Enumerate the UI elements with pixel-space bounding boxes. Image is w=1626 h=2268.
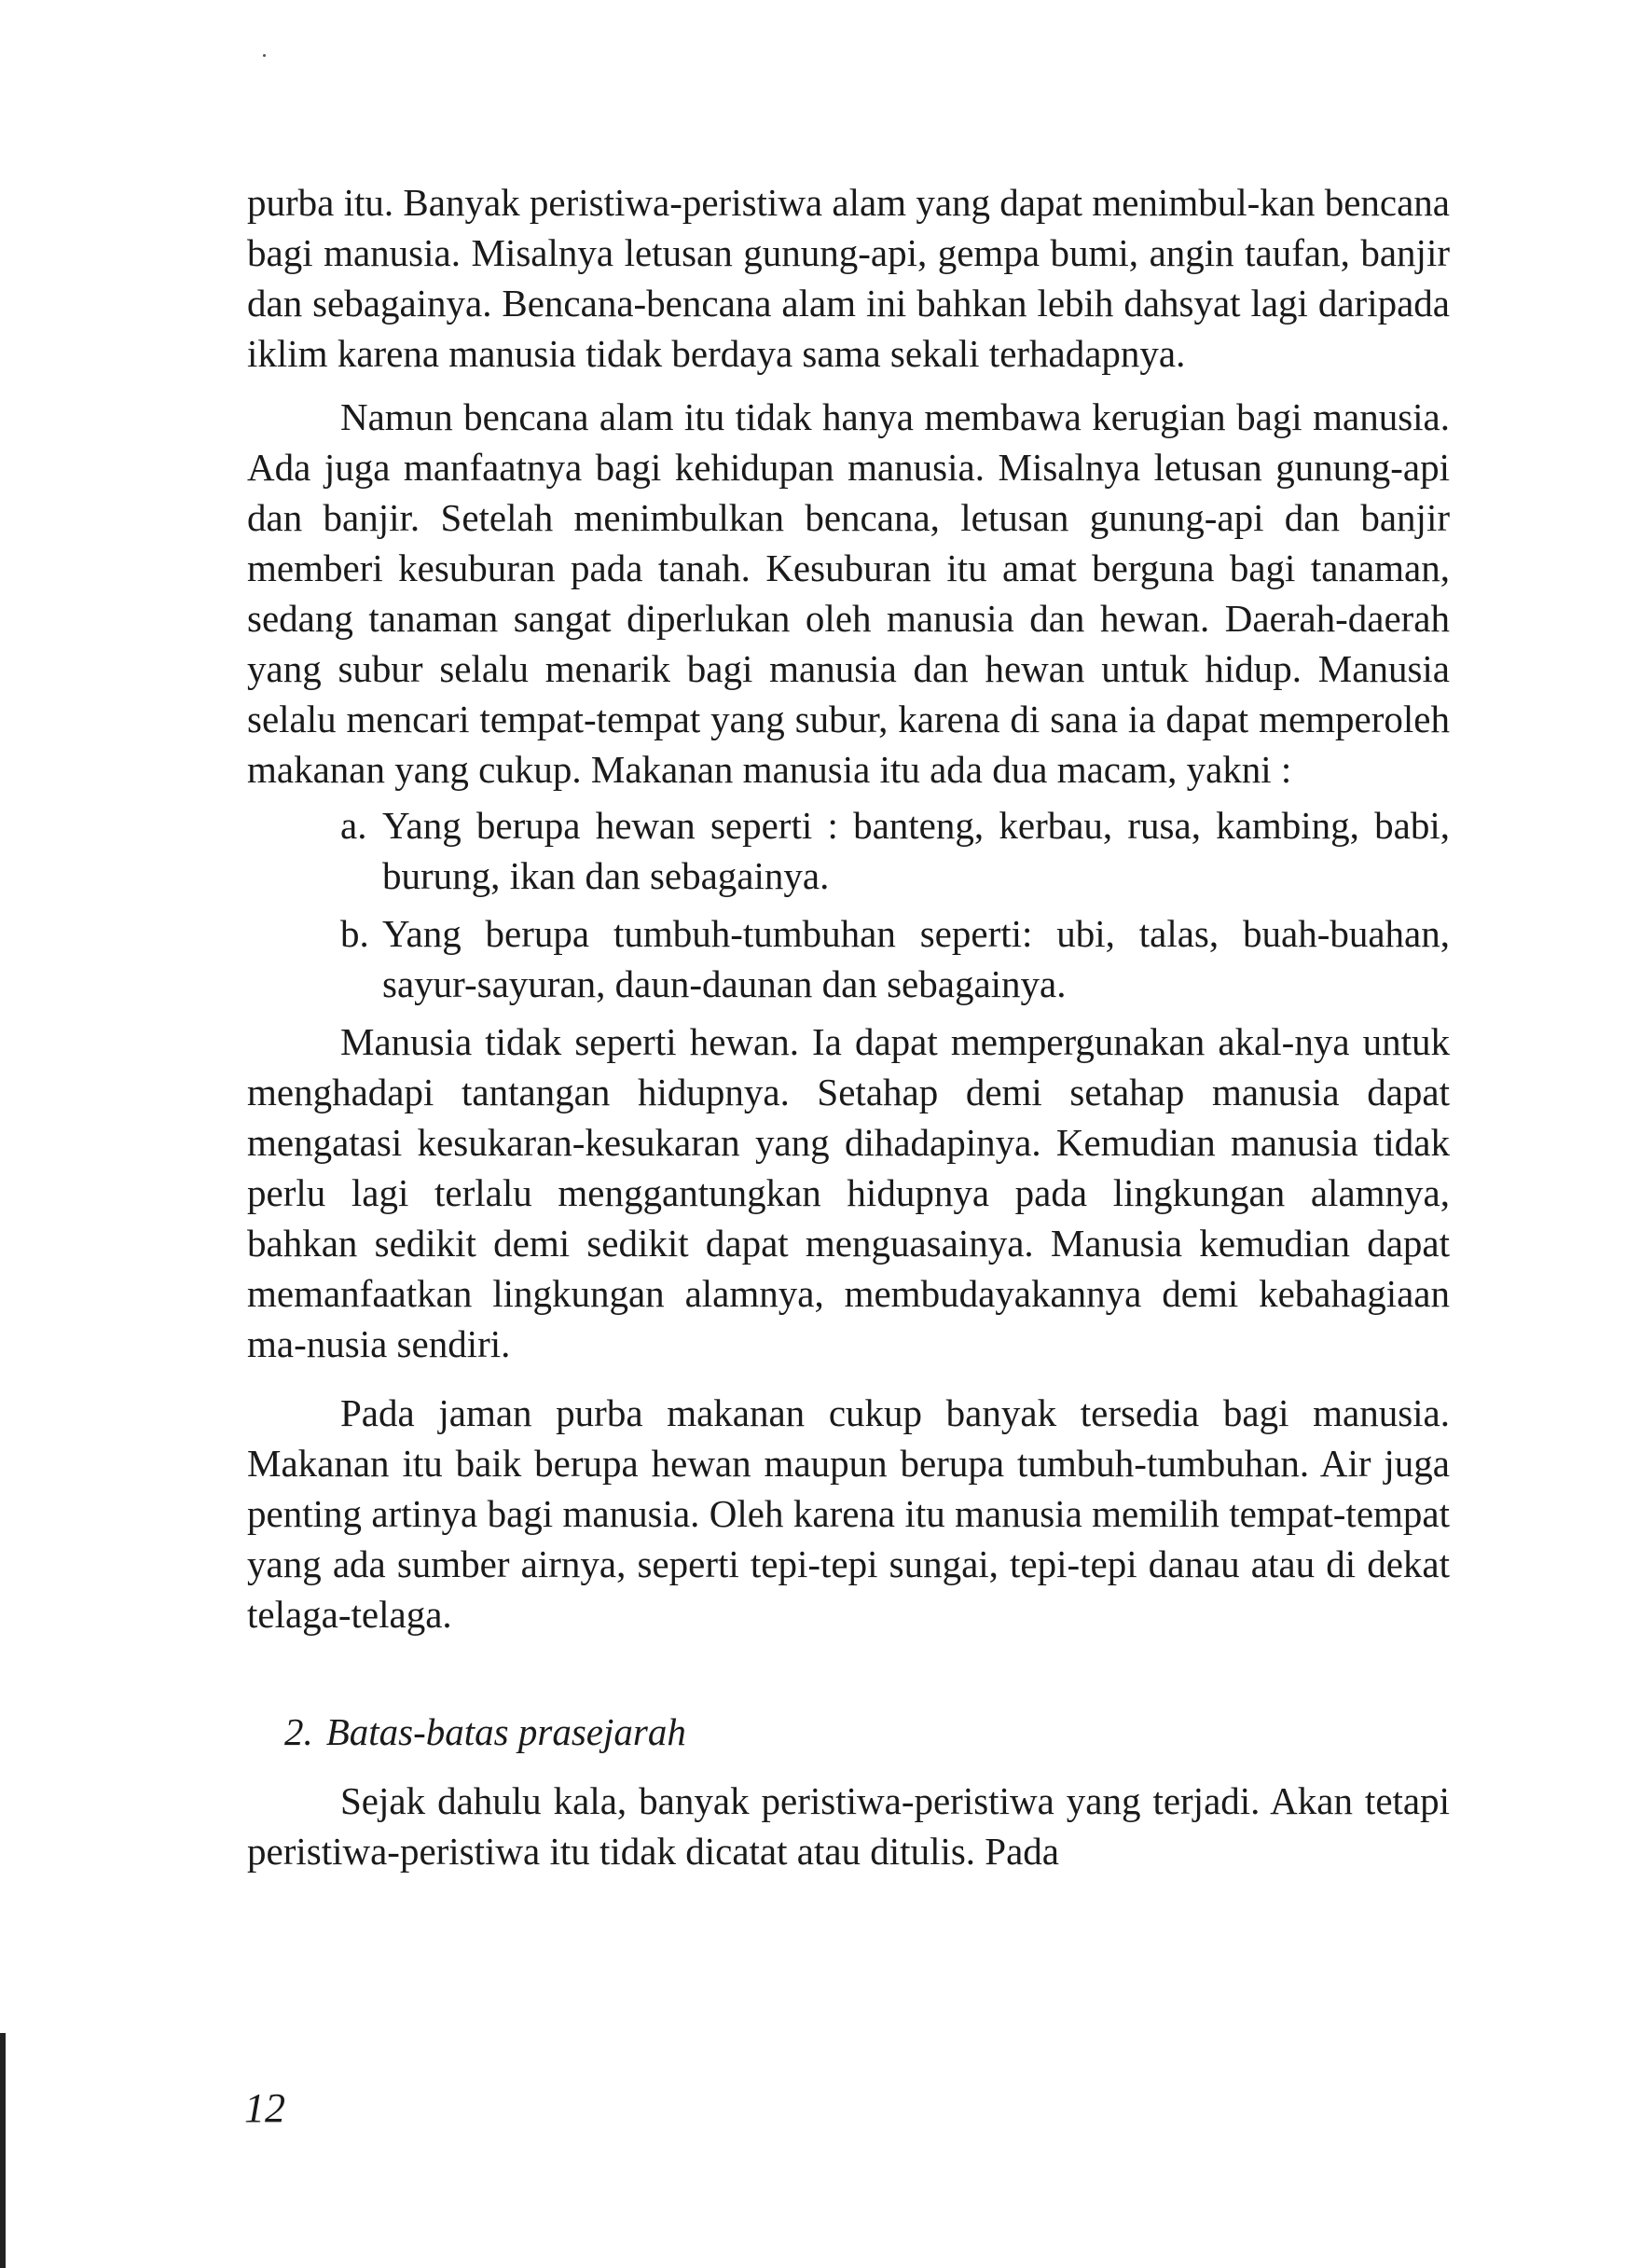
section-title: Batas-batas prasejarah — [325, 1710, 686, 1753]
list-item-text: Yang berupa tumbuh-tumbuhan seperti: ubi, talas, buah-buahan, sayur-sayuran, daun-daunan dan sebagainya. — [382, 912, 1450, 1005]
list-marker: b. — [340, 912, 369, 955]
paragraph-1: purba itu. Banyak peristiwa-peristiwa alam yang dapat menimbul-kan bencana bagi manusia. Misalnya letusan gunung-api, gempa bumi, angin taufan, banjir dan sebagainya. Bencana-bencana alam ini bahkan lebih dahsyat lagi daripada iklim karena manusia tidak berdaya sama sekali terhadapnya. — [247, 181, 1450, 375]
section-number: 2. — [284, 1710, 313, 1753]
list-item-text: Yang berupa hewan seperti : banteng, kerbau, rusa, kambing, babi, burung, ikan dan sebagainya. — [382, 804, 1450, 897]
page-number: 12 — [244, 2085, 285, 2131]
section-heading — [247, 1707, 1450, 1757]
food-list — [247, 800, 1450, 1009]
scan-speck — [263, 54, 266, 57]
paragraph-5: Sejak dahulu kala, banyak peristiwa-peristiwa yang terjadi. Akan tetapi peristiwa-peristiwa itu tidak dicatat atau ditulis. Pada — [247, 1779, 1450, 1873]
paragraph-4: Pada jaman purba makanan cukup banyak tersedia bagi manusia. Makanan itu baik berupa hewan maupun berupa tumbuh-tumbuhan. Air juga penting artinya bagi manusia. Oleh karena itu manusia memilih tempat-tempat yang ada sumber airnya, seperti tepi-tepi sungai, tepi-tepi danau atau di dekat telaga-telaga. — [247, 1391, 1450, 1636]
binding-edge-mark — [0, 2033, 6, 2268]
list-item — [247, 800, 1450, 901]
body-text — [247, 177, 1450, 1876]
paragraph-3: Manusia tidak seperti hewan. Ia dapat mempergunakan akal-nya untuk menghadapi tantangan hidupnya. Setahap demi setahap manusia dapat mengatasi kesukaran-kesukaran yang dihadapinya. Kemudian manusia tidak perlu lagi terlalu menggantungkan hidupnya pada lingkungan alamnya, bahkan sedikit demi sedikit dapat menguasainya. Manusia kemudian dapat memanfaatkan lingkungan alamnya, membudayakannya demi kebahagiaan ma-nusia sendiri. — [247, 1020, 1450, 1365]
paragraph-2: Namun bencana alam itu tidak hanya membawa kerugian bagi manusia. Ada juga manfaatnya bagi kehidupan manusia. Misalnya letusan gunung-api dan banjir. Setelah menimbulkan bencana, letusan gunung-api dan banjir memberi kesuburan pada tanah. Kesuburan itu amat berguna bagi tanaman, sedang tanaman sangat diperlukan oleh manusia dan hewan. Daerah-daerah yang subur selalu menarik bagi manusia dan hewan untuk hidup. Manusia selalu mencari tempat-tempat yang subur, karena di sana ia dapat memperoleh makanan yang cukup. Makanan manusia itu ada dua macam, yakni : — [247, 395, 1450, 791]
list-marker: a. — [340, 804, 367, 847]
list-item — [247, 908, 1450, 1009]
